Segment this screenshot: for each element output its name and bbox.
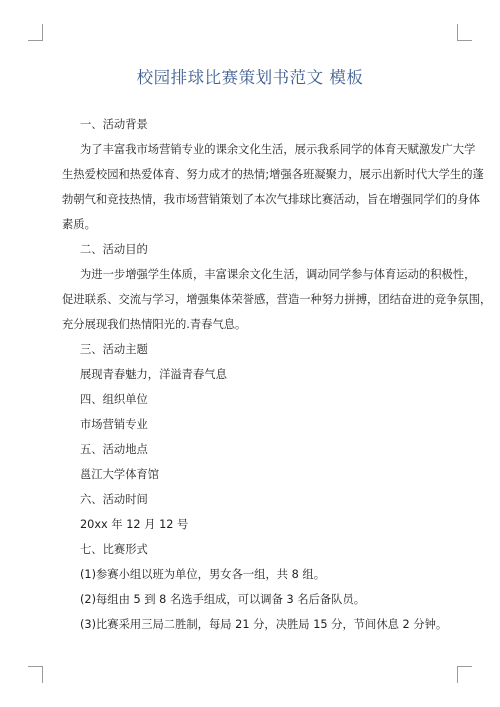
paragraph-line: 生热爱校园和热爱体育、努力成才的热情;增强各班凝聚力，展示出新时代大学生的蓬: [62, 168, 484, 181]
section-text: 邕江大学体育馆: [80, 468, 160, 481]
crop-mark-bottom-right: [457, 666, 472, 683]
list-item: (3)比赛采用三局二胜制，每局 21 分，决胜局 15 分，节间休息 2 分钟。: [80, 618, 448, 631]
paragraph-line: 素质。: [62, 218, 96, 231]
section-heading: 四、组织单位: [80, 393, 148, 406]
section-heading: 二、活动目的: [80, 243, 148, 256]
paragraph-line: 充分展现我们热情阳光的.青春气息。: [62, 318, 247, 331]
section-heading: 五、活动地点: [80, 443, 148, 456]
paragraph-line: 为进一步增强学生体质，丰富课余文化生活，调动同学参与体育运动的积极性，: [80, 268, 476, 281]
crop-mark-top-left: [28, 24, 43, 41]
section-text: 20xx 年 12 月 12 号: [80, 518, 189, 531]
crop-mark-top-right: [457, 24, 472, 41]
section-heading: 三、活动主题: [80, 343, 148, 356]
section-heading: 七、比赛形式: [80, 543, 148, 556]
paragraph-line: 为了丰富我市场营销专业的课余文化生活，展示我系同学的体育天赋激发广大学: [80, 143, 476, 156]
crop-mark-bottom-left: [28, 666, 43, 683]
section-heading: 六、活动时间: [80, 493, 148, 506]
document-title: 校园排球比赛策划书范文 模板: [136, 68, 364, 87]
list-item: (1)参赛小组以班为单位，男女各一组，共 8 组。: [80, 568, 326, 581]
paragraph-line: 勃朝气和竞技热情，我市场营销策划了本次气排球比赛活动，旨在增强同学们的身体: [62, 193, 480, 206]
section-text: 市场营销专业: [80, 418, 148, 431]
section-heading: 一、活动背景: [80, 118, 148, 131]
paragraph-line: 促进联系、交流与学习，增强集体荣誉感，营造一种努力拼搏，团结奋进的竞争氛围，: [62, 293, 492, 306]
list-item: (2)每组由 5 到 8 名选手组成，可以调备 3 名后备队员。: [80, 593, 366, 606]
section-text: 展现青春魅力，洋溢青春气息: [80, 368, 227, 381]
